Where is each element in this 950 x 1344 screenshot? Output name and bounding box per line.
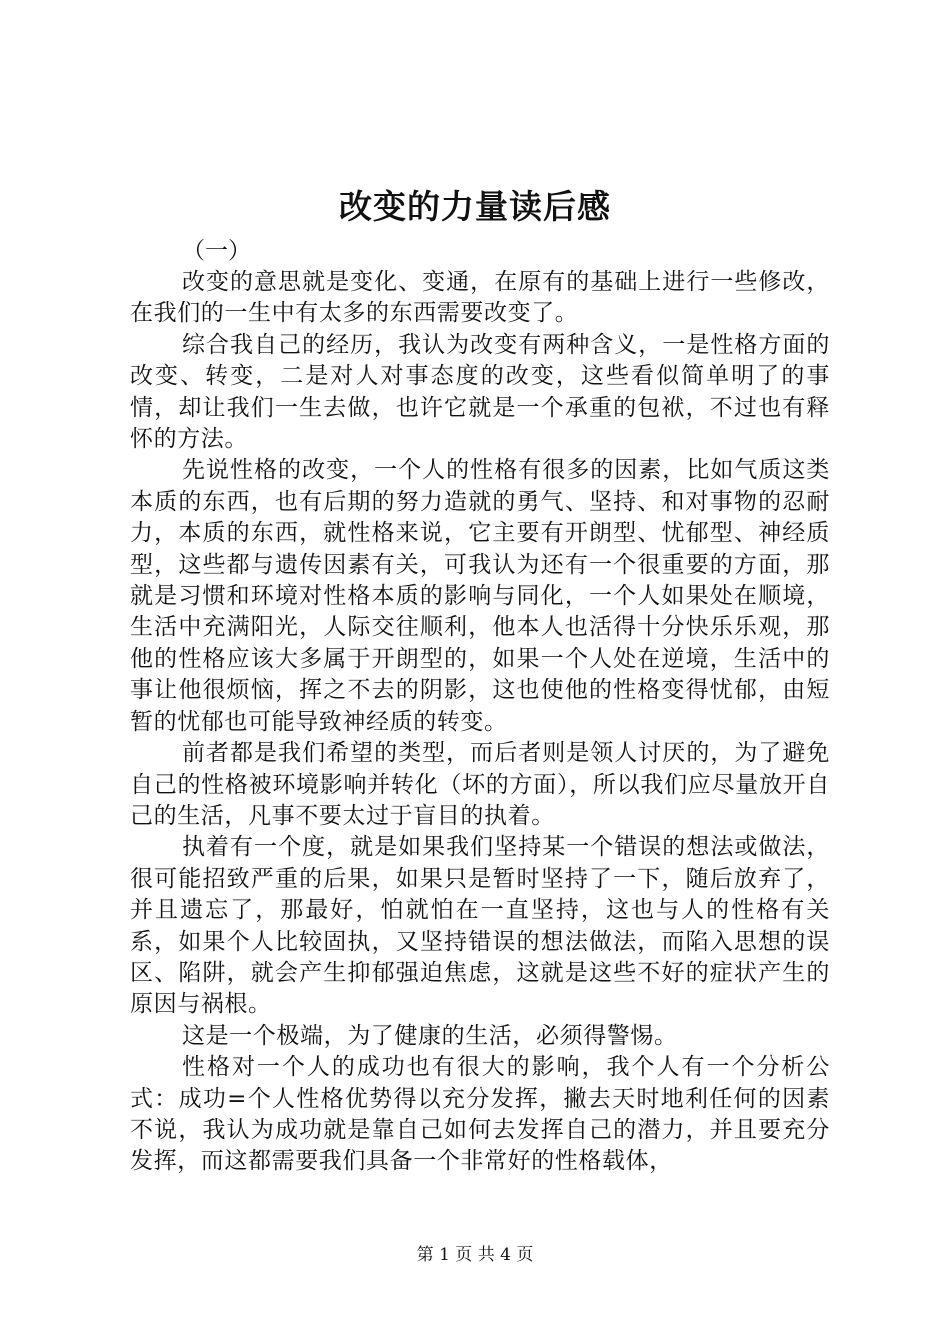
paragraph-1: 改变的意思就是变化、变通，在原有的基础上进行一些修改，在我们的一生中有太多的东西需要改变了。 <box>130 269 830 327</box>
paragraph-4: 前者都是我们希望的类型，而后者则是领人讨厌的，为了避免自己的性格被环境影响并转化（坏的方面），所以我们应尽量放开自己的生活，凡事不要太过于盲目的执着。 <box>130 740 830 829</box>
section-mark: （一） <box>182 238 251 264</box>
paragraph-5: 执着有一个度，就是如果我们坚持某一个错误的想法或做法，很可能招致严重的后果，如果只是暂时坚持了一下，随后放弃了，并且遗忘了，那最好，怕就怕在一直坚持，这也与人的性格有关系，如果个人比较固执，又坚持错误的想法做法，而陷入思想的误区、陷阱，就会产生抑郁强迫焦虑，这就是这些不好的症状产生的原因与祸根。 <box>130 834 830 1018</box>
page-footer: 第 1 页 共 4 页 <box>416 1245 534 1265</box>
paragraph-3: 先说性格的改变，一个人的性格有很多的因素，比如气质这类本质的东西，也有后期的努力造就的勇气、坚持、和对事物的忍耐力，本质的东西，就性格来说，它主要有开朗型、忧郁型、神经质型，这些都与遗传因素有关，可我认为还有一个很重要的方面，那就是习惯和环境对性格本质的影响与同化，一个人如果处在顺境，生活中充满阳光，人际交往顺利，他本人也活得十分快乐乐观，那他的性格应该大多属于开朗型的，如果一个人处在逆境，生活中的事让他很烦恼，挥之不去的阴影，这也使他的性格变得忧郁，由短暂的忧郁也可能导致神经质的转变。 <box>130 457 830 735</box>
paragraph-2: 综合我自己的经历，我认为改变有两种含义，一是性格方面的改变、转变，二是对人对事态度的改变，这些看似简单明了的事情，却让我们一生去做，也许它就是一个承重的包袱，不过也有释怀的方法。 <box>130 331 830 453</box>
paragraph-6: 这是一个极端，为了健康的生活，必须得警惕。 <box>182 1022 678 1049</box>
page-title: 改变的力量读后感 <box>339 187 611 226</box>
document-body <box>130 236 830 1178</box>
paragraph-7: 性格对一个人的成功也有很大的影响，我个人有一个分析公式：成功=个人性格优势得以充分发挥，撇去天时地利任何的因素不说，我认为成功就是靠自己如何去发挥自己的潜力，并且要充分发挥，而这都需要我们具备一个非常好的性格载体， <box>130 1054 830 1175</box>
